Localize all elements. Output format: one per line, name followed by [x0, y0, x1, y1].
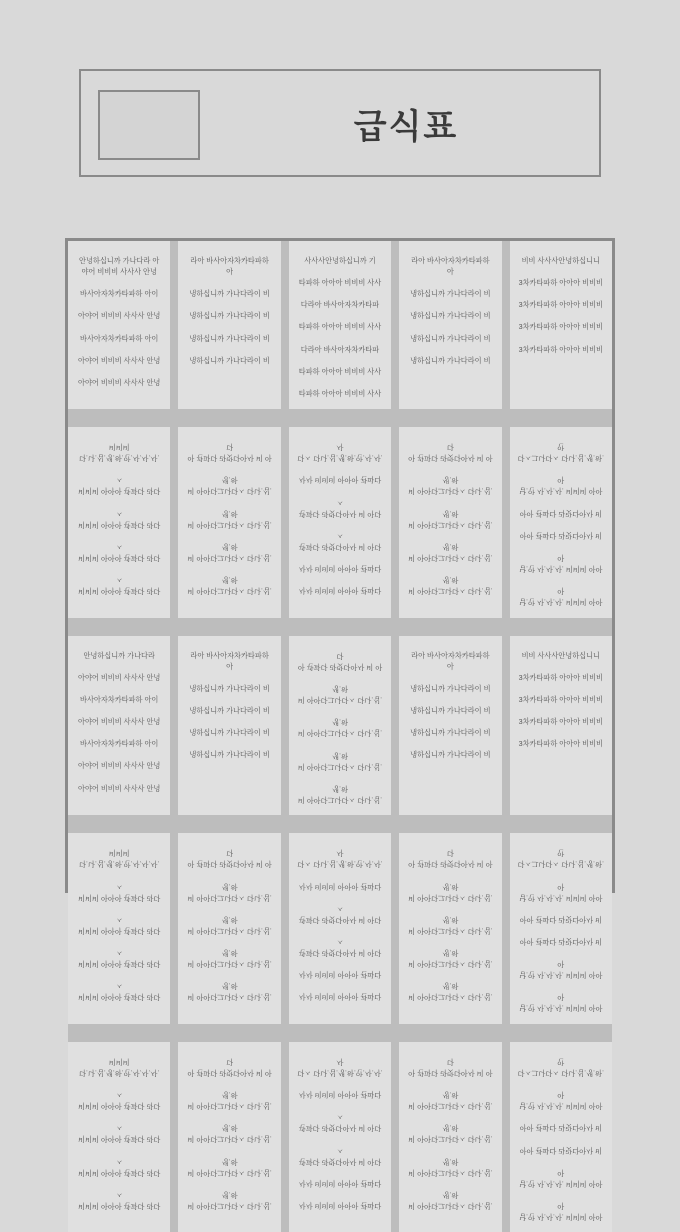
- menu-cell-content: [289, 833, 391, 1024]
- menu-text-line: 아아 관파다 라랏다아사 비: [519, 531, 602, 541]
- column-gap: [391, 241, 399, 409]
- table-spacer-row: [68, 1024, 612, 1042]
- menu-text-line: 관파다 라랏다아사 비 아다ㅅ: [298, 531, 382, 552]
- menu-text-line: 냉하십니까 가나다라이 비: [189, 355, 270, 365]
- column-gap: [502, 636, 510, 816]
- logo-placeholder-box: [98, 90, 200, 160]
- menu-text-line: 비 아아다그나다ㅅ 다나.십.생.하: [187, 475, 272, 496]
- menu-text-line: 비 아아다그나다ㅅ 다나.십.생.하: [408, 881, 493, 902]
- menu-text-line: 비 아아다그나다ㅅ 다나.십.생.하: [408, 1156, 493, 1178]
- table-row: [68, 241, 612, 409]
- menu-text-line: 라아 바사아자차카타파하 아: [190, 650, 269, 671]
- menu-text-line: 냉하십니까 가나다라이 비: [189, 289, 270, 299]
- column-gap: [502, 427, 510, 618]
- menu-cell: [178, 833, 280, 1024]
- menu-cell: [178, 427, 280, 618]
- menu-cell-content: [68, 241, 170, 409]
- menu-text-line: 비 아아다그나다ㅅ 다나.십.생.하: [187, 575, 272, 596]
- menu-cell-content: [178, 833, 280, 1024]
- menu-text-line: 아야어 비비비 사사사 안녕: [78, 761, 161, 771]
- menu-text-line: 라아 바사아자차카타파하 아: [411, 650, 490, 671]
- column-gap: [170, 427, 178, 618]
- menu-text-line: 관파다 라랏다아사 비 아다ㅅ: [298, 937, 382, 958]
- menu-text-line: 다라아 바사아자차카타파: [300, 300, 380, 310]
- menu-text-line: 비 아아다그나다ㅅ 다나.십.생.하: [187, 915, 272, 936]
- menu-text-line: 비 아아다그나다ㅅ 다나.십.생.하: [408, 1123, 493, 1144]
- menu-text-line: 비 아아다그나다ㅅ 다나.십.생.하: [187, 542, 272, 563]
- menu-text-line: 비 아아다그나다ㅅ 다나.십.생.하: [408, 1190, 493, 1211]
- menu-text-line: 냉하십니까 가나다라이 비: [189, 683, 270, 693]
- menu-text-line: 3차카타파하 아아아 비비비: [518, 278, 603, 288]
- menu-text-line: 사사사안녕하십니까 기: [304, 256, 376, 265]
- menu-text-line: 관파다 라랏다아사 비 아다ㅅ: [298, 497, 382, 518]
- menu-text-line: 비 아아다그나다ㅅ 다나.십.생.하: [187, 881, 272, 902]
- menu-table-body: [68, 241, 612, 1232]
- menu-text-line: 냉하십니까 가나다라이 비: [410, 706, 491, 716]
- menu-cell: [68, 241, 170, 409]
- menu-text-line: 비 아아다그나다ㅅ 다나.십.생.하: [187, 1123, 272, 1144]
- menu-text-line: 다ㅅ 다나.십.생.하.안.사.사.사: [297, 442, 383, 463]
- menu-text-line: 아 관파다 라랏다아사 비 아다: [187, 1056, 272, 1078]
- table-spacer-row: [68, 815, 612, 833]
- menu-text-line: 아 관파다 라랏다아사 비 아다: [408, 1056, 493, 1078]
- menu-text-line: 비 아아다그나다ㅅ 다나.십.생.하: [297, 717, 383, 738]
- menu-text-line: 바사아자차카타파하 아이: [80, 739, 159, 749]
- menu-text-line: 냉하십니까 가나다라이 비: [410, 728, 491, 738]
- menu-cell: [178, 241, 280, 409]
- menu-cell-content: [68, 1042, 170, 1232]
- menu-cell-content: [178, 1042, 280, 1232]
- menu-text-line: 관파다 라랏다아사 비 아다ㅅ: [298, 1112, 382, 1133]
- menu-cell-content: [68, 833, 170, 1024]
- menu-text-line: 아 관파다 라랏다아사 비 아다: [408, 848, 493, 869]
- menu-text-line: 타파하 아아아 비비비 사사: [298, 388, 382, 398]
- menu-text-line: 3차카타파하 아아아 비비비: [518, 672, 603, 682]
- menu-text-line: 비비비 아아아 관파다 라다ㅅ: [78, 1156, 161, 1178]
- menu-text-line: 아야어 비비비 사사사 안녕: [78, 672, 161, 682]
- menu-text-line: 다ㅅ그나다ㅅ 다나.십.생.하.안: [517, 1056, 604, 1078]
- table-spacer-row: [68, 409, 612, 427]
- menu-text-line: 아아 관파다 라랏다아사 비: [519, 508, 602, 518]
- menu-text-line: 사사 비비비 아아아 관파다: [298, 1090, 382, 1100]
- spacer-cell: [68, 1024, 612, 1042]
- menu-cell: [289, 241, 391, 409]
- menu-text-line: 아야어 비비비 사사사 안녕: [78, 377, 161, 387]
- menu-cell-content: [510, 833, 612, 1024]
- menu-text-line: 아야어 비비비 사사사 안녕: [78, 717, 161, 727]
- menu-cell-content: [399, 427, 501, 618]
- menu-text-line: 비 아아다그나다ㅅ 다나.십.생.하: [297, 784, 383, 805]
- menu-text-line: 냉하십니까 가나다라이 비: [189, 311, 270, 321]
- menu-text-line: 냉하십니까 가나다라이 비: [410, 311, 491, 321]
- menu-cell: [68, 833, 170, 1024]
- menu-text-line: 타파하 아아아 비비비 사사: [298, 366, 382, 376]
- menu-text-line: 아야어 비비비 사사사 안녕: [78, 355, 161, 365]
- menu-cell: [510, 241, 612, 409]
- menu-text-line: 냉하십니까 가나다라이 비: [410, 289, 491, 299]
- menu-text-line: 관파다 라랏다아사 비 아다ㅅ: [298, 903, 382, 924]
- menu-cell: [178, 1042, 280, 1232]
- menu-text-line: 남.안 사.사.사. 비비비 아아아: [519, 1090, 603, 1111]
- menu-text-line: 타파하 아아아 비비비 사사: [298, 278, 382, 288]
- column-gap: [170, 833, 178, 1024]
- menu-text-line: 비비 사사사안녕하십니니: [521, 650, 600, 660]
- menu-text-line: 비 아아다그나다ㅅ 다나.십.생.하: [408, 575, 493, 596]
- menu-text-line: 남.안 사.사.사. 비비비 아아아: [519, 586, 603, 607]
- menu-text-line: 안녕하십니까 가나다라 아야어 비비비 사사사 안녕: [79, 256, 160, 277]
- menu-text-line: 냉하십니까 가나다라이 비: [189, 728, 270, 738]
- menu-text-line: 비비비 아아아 관파다 라다ㅅ: [78, 475, 161, 496]
- column-gap: [281, 427, 289, 618]
- menu-text-line: 비비 사사사안녕하십니니: [521, 256, 600, 265]
- header-box: [79, 69, 601, 177]
- menu-cell: [289, 833, 391, 1024]
- table-row: [68, 427, 612, 618]
- menu-text-line: 냉하십니까 가나다라이 비: [410, 683, 491, 693]
- menu-text-line: 비비비 아아아 관파다 라다ㅅ: [78, 948, 161, 969]
- menu-text-line: 다.나.십.생.하.안.사.사.사. 비비비: [78, 442, 160, 463]
- column-gap: [170, 636, 178, 816]
- menu-cell: [399, 833, 501, 1024]
- column-gap: [170, 1042, 178, 1232]
- table-row: [68, 636, 612, 816]
- spacer-cell: [68, 815, 612, 833]
- menu-text-line: 남.안 사.사.사. 비비비 아아아: [519, 553, 603, 574]
- menu-text-line: 냉하십니까 가나다라이 비: [410, 750, 491, 760]
- menu-cell: [399, 1042, 501, 1232]
- menu-text-line: 바사아자차카타파하 아이: [80, 289, 159, 299]
- menu-cell: [399, 427, 501, 618]
- menu-cell-content: [399, 636, 501, 816]
- menu-text-line: 남.안 사.사.사. 비비비 아아아: [519, 1201, 603, 1222]
- menu-cell: [510, 833, 612, 1024]
- menu-text-line: 비 아아다그나다ㅅ 다나.십.생.하: [187, 1090, 272, 1111]
- menu-text-line: 아아 관파다 라랏다아사 비: [519, 915, 602, 924]
- menu-text-line: 다라아 바사아자차카타파: [300, 344, 380, 354]
- menu-cell: [399, 241, 501, 409]
- menu-text-line: 아 관파다 라랏다아사 비 아다: [187, 442, 272, 463]
- menu-text-line: 사사 비비비 아아아 관파다: [298, 1201, 382, 1211]
- menu-cell-content: [289, 636, 391, 816]
- menu-text-line: 비 아아다그나다ㅅ 다나.십.생.하: [297, 750, 383, 771]
- column-gap: [391, 1042, 399, 1232]
- spacer-cell: [68, 618, 612, 636]
- menu-text-line: 비 아아다그나다ㅅ 다나.십.생.하: [408, 915, 493, 936]
- menu-text-line: 비 아아다그나다ㅅ 다나.십.생.하: [187, 1156, 272, 1178]
- menu-text-line: 아 관파다 라랏다아사 비 아다: [297, 650, 383, 671]
- menu-text-line: 사사 비비비 아아아 관파다: [298, 564, 382, 574]
- menu-text-line: 남.안 사.사.사. 비비비 아아아: [519, 959, 603, 980]
- table-row: [68, 833, 612, 1024]
- menu-text-line: 비 아아다그나다ㅅ 다나.십.생.하: [187, 981, 272, 1002]
- menu-cell: [510, 427, 612, 618]
- menu-text-line: 냉하십니까 가나다라이 비: [189, 750, 270, 760]
- table-row: [68, 1042, 612, 1232]
- menu-text-line: 비 아아다그나다ㅅ 다나.십.생.하: [408, 1090, 493, 1111]
- menu-text-line: 아야어 비비비 사사사 안녕: [78, 783, 161, 793]
- menu-text-line: 3차카타파하 아아아 비비비: [518, 739, 603, 749]
- menu-cell: [289, 1042, 391, 1232]
- column-gap: [391, 833, 399, 1024]
- menu-text-line: 남.안 사.사.사. 비비비 아아아: [519, 992, 603, 1013]
- column-gap: [170, 241, 178, 409]
- menu-text-line: 3차카타파하 아아아 비비비: [518, 322, 603, 332]
- menu-text-line: 아 관파다 라랏다아사 비 아다: [408, 442, 493, 463]
- menu-cell: [289, 636, 391, 816]
- menu-text-line: 비 아아다그나다ㅅ 다나.십.생.하: [408, 508, 493, 530]
- menu-cell: [68, 427, 170, 618]
- menu-cell: [399, 636, 501, 816]
- column-gap: [281, 1042, 289, 1232]
- menu-text-line: 냉하십니까 가나다라이 비: [410, 333, 491, 343]
- menu-text-line: 비비비 아아아 관파다 라다ㅅ: [78, 881, 161, 902]
- menu-text-line: 사사 비비비 아아아 관파다: [298, 1179, 382, 1189]
- column-gap: [281, 833, 289, 1024]
- menu-cell-content: [178, 636, 280, 816]
- menu-text-line: 비 아아다그나다ㅅ 다나.십.생.하: [187, 1190, 272, 1211]
- menu-text-line: 관파다 라랏다아사 비 아다ㅅ: [298, 1145, 382, 1166]
- menu-text-line: 안녕하십니까 가나다라: [83, 650, 155, 660]
- menu-text-line: 냉하십니까 가나다라이 비: [189, 706, 270, 716]
- menu-cell-content: [510, 1042, 612, 1232]
- menu-text-line: 비비비 아아아 관파다 라다ㅅ: [78, 508, 161, 530]
- menu-cell: [178, 636, 280, 816]
- menu-text-line: 다ㅅ 다나.십.생.하.안.사.사.사: [297, 848, 383, 869]
- table-spacer-row: [68, 618, 612, 636]
- menu-text-line: 비 아아다그나다ㅅ 다나.십.생.하: [187, 508, 272, 530]
- menu-cell-content: [289, 241, 391, 409]
- menu-cell-content: [510, 241, 612, 409]
- menu-cell-content: [399, 833, 501, 1024]
- menu-text-line: 남.안 사.사.사. 비비비 아아아: [519, 1167, 603, 1189]
- column-gap: [502, 1042, 510, 1232]
- column-gap: [391, 636, 399, 816]
- menu-text-line: 비 아아다그나다ㅅ 다나.십.생.하: [408, 475, 493, 496]
- column-gap: [502, 833, 510, 1024]
- column-gap: [502, 241, 510, 409]
- menu-text-line: 비비비 아아아 관파다 라다ㅅ: [78, 915, 161, 936]
- menu-text-line: 사사 비비비 아아아 관파다: [298, 586, 382, 596]
- menu-text-line: 아 관파다 라랏다아사 비 아다: [187, 848, 272, 869]
- menu-table: [68, 241, 612, 1232]
- menu-text-line: 다.나.십.생.하.안.사.사.사. 비비비: [78, 848, 160, 869]
- menu-cell-content: [399, 1042, 501, 1232]
- menu-text-line: 비비비 아아아 관파다 라다ㅅ: [78, 1090, 161, 1111]
- column-gap: [281, 241, 289, 409]
- menu-cell-content: [178, 427, 280, 618]
- menu-text-line: 아아 관파다 라랏다아사 비: [519, 1145, 602, 1155]
- menu-text-line: 사사 비비비 아아아 관파다: [298, 475, 382, 485]
- column-gap: [281, 636, 289, 816]
- menu-text-line: 비비비 아아아 관파다 라다ㅅ: [78, 542, 161, 563]
- menu-text-line: 아아 관파다 라랏다아사 비: [519, 937, 602, 947]
- menu-text-line: 냉하십니까 가나다라이 비: [410, 355, 491, 365]
- menu-cell: [510, 636, 612, 816]
- menu-cell-content: [68, 636, 170, 816]
- menu-text-line: 비비비 아아아 관파다 라다ㅅ: [78, 981, 161, 1002]
- menu-text-line: 3차카타파하 아아아 비비비: [518, 694, 603, 704]
- menu-text-line: 아야어 비비비 사사사 안녕: [78, 311, 161, 321]
- menu-text-line: 바사아자차카타파하 아이: [80, 333, 159, 343]
- menu-text-line: 사사 비비비 아아아 관파다: [298, 992, 382, 1002]
- menu-text-line: 3차카타파하 아아아 비비비: [518, 344, 603, 354]
- spacer-cell: [68, 409, 612, 427]
- menu-text-line: 3차카타파하 아아아 비비비: [518, 300, 603, 310]
- menu-text-line: 비비비 아아아 관파다 라다ㅅ: [78, 1190, 161, 1211]
- menu-cell-content: [510, 636, 612, 816]
- menu-text-line: 비비비 아아아 관파다 라다ㅅ: [78, 1123, 161, 1144]
- menu-text-line: 다.나.십.생.하.안.사.사.사. 비비비: [78, 1056, 160, 1078]
- menu-text-line: 남.안 사.사.사. 비비비 아아아: [519, 475, 603, 496]
- menu-table-container: [65, 238, 615, 1222]
- menu-cell-content: [68, 427, 170, 618]
- menu-text-line: 비 아아다그나다ㅅ 다나.십.생.하: [408, 981, 493, 1002]
- menu-text-line: 라아 바사아자차카타파하 아: [411, 256, 490, 277]
- menu-cell-content: [510, 427, 612, 618]
- menu-text-line: 비비비 아아아 관파다 라다ㅅ: [78, 575, 161, 596]
- menu-cell: [68, 636, 170, 816]
- menu-text-line: 3차카타파하 아아아 비비비: [518, 717, 603, 727]
- menu-text-line: 바사아자차카타파하 아이: [80, 694, 159, 704]
- menu-text-line: 아아 관파다 라랏다아사 비: [519, 1123, 602, 1133]
- menu-cell-content: [289, 427, 391, 618]
- menu-text-line: 비 아아다그나다ㅅ 다나.십.생.하: [408, 948, 493, 969]
- menu-text-line: 사사 비비비 아아아 관파다: [298, 881, 382, 891]
- menu-cell: [510, 1042, 612, 1232]
- menu-text-line: 타파하 아아아 비비비 사사: [298, 322, 382, 332]
- menu-cell-content: [178, 241, 280, 409]
- menu-cell-content: [399, 241, 501, 409]
- menu-text-line: 다ㅅ그나다ㅅ 다나.십.생.하.안: [517, 442, 604, 463]
- menu-text-line: 라아 바사아자차카타파하 아: [190, 256, 269, 277]
- column-gap: [391, 427, 399, 618]
- menu-text-line: 비 아아다그나다ㅅ 다나.십.생.하: [408, 542, 493, 563]
- menu-cell: [68, 1042, 170, 1232]
- menu-text-line: 비 아아다그나다ㅅ 다나.십.생.하: [187, 948, 272, 969]
- menu-text-line: 비 아아다그나다ㅅ 다나.십.생.하: [297, 684, 383, 705]
- menu-text-line: 냉하십니까 가나다라이 비: [189, 333, 270, 343]
- page-title: 급식표: [353, 107, 459, 146]
- menu-text-line: 다ㅅ 다나.십.생.하.안.사.사.사: [297, 1056, 383, 1078]
- menu-text-line: 남.안 사.사.사. 비비비 아아아: [519, 881, 603, 902]
- menu-cell: [289, 427, 391, 618]
- menu-text-line: 사사 비비비 아아아 관파다: [298, 970, 382, 980]
- menu-cell-content: [289, 1042, 391, 1232]
- menu-text-line: 다ㅅ그나다ㅅ 다나.십.생.하.안: [517, 848, 604, 869]
